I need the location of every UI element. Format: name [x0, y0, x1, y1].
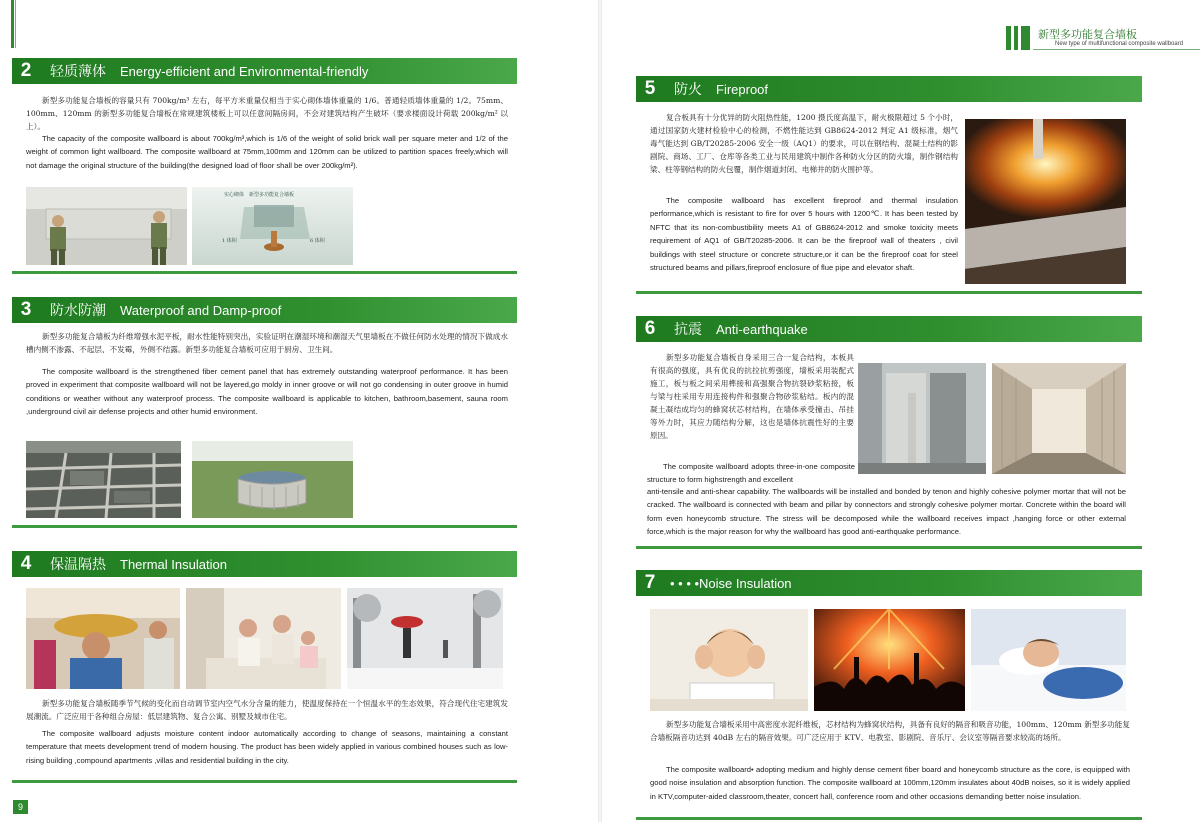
page-number: 9: [13, 800, 28, 814]
section-title-cn: 轻质薄体: [50, 64, 106, 80]
section-4-rule: [12, 780, 517, 783]
section-5-text-cn: 复合板具有十分优异的防火阻热性能，1200 摄氏度高温下，耐火极限超过 5 个小时，通过国家防火建材检验中心的检测，不燃性能达到 GB8624-2012 判定 A1 级标准，烟气毒气能达到 GB/T20285-2006 安全一级（AQ1）的要求，可以在钢结构、混凝土结构的影剧院、商场、工厂、仓库等各类工业与民用建筑中制作各种防火分区的防火墙，制作钢结构梁、柱等钢结构的防火包覆，制作烟道封闭、电梯井的防火围护等。: [650, 113, 958, 174]
section-title-en: Fireproof: [716, 81, 769, 97]
section-2-header: [12, 58, 517, 84]
brand-logo: [1006, 26, 1030, 50]
child-covering-ears-photo: [650, 609, 808, 711]
section-6-rule: [636, 546, 1142, 549]
page-spine: [598, 0, 602, 822]
corner-mark-2: [15, 0, 16, 48]
section-4-text-en: The composite wallboard adjusts moisture content indoor automatically according to change of seasons, maintaining a constant temperature that meets development trend of modern housing. The product has been widely applied in various combined houses such as low-rising building ,compound apartments ,villas and residential building in the city.: [26, 729, 508, 765]
section-7-text-en: The composite wallboard• adopting medium and highly dense cement fiber board and honeycomb structure as the core, is equipped with good noise insulation and absorption function. The composite wallboard at 100mm,120mm insulates about 40dB noises, so it is widely applied in KTV,computer-aided classroom,theater, concert hall, conference room and other occasions demanding better noise insulation.: [650, 765, 1130, 801]
water-tank-grid-photo: [26, 441, 181, 518]
section-5-rule: [636, 291, 1142, 294]
circular-water-tank-photo: [192, 441, 353, 518]
section-2-rule: [12, 271, 517, 274]
section-number: 4: [20, 553, 32, 574]
section-5-text-en: The composite wallboard has excellent fireproof and thermal insulation performance,which is resistant to fire for over 5 hours with 1200℃. It has been tested by NFTC that its non-combustibility meets A1 of GB8624-2012 and smoke toxicity meets requirement of AQ1 of GB/T20285-2006. It can be the fireproof wall of theaters , civil buildings with steel structure or concrete structure,or it can be the fireproof coat for steel structured beams and pillars,fireproof enclosure of flue pipe and elevator shaft.: [650, 196, 958, 273]
wall-installation-photo-1: [858, 363, 986, 474]
section-title-en: Energy-efficient and Environmental-friendly: [120, 63, 369, 79]
section-2-text-en: The capacity of the composite wallboard is about 700kg/m³,which is 1/6 of the weight of solid brick wall per square meter and 1/2 of the weight of common light wallboard. The composite wallboard at 75mm,100mm and 120mm can be utilized to partition spaces freely,which will not damage the original structure of the building(the designed load of floor shall be over 200kg/m²).: [26, 134, 508, 170]
diagram-title: 实心砌体 新型多功能复合墙板: [224, 192, 295, 198]
section-5-header: [636, 76, 1142, 102]
sleeping-man-photo: [971, 609, 1126, 711]
section-7-text-cn: 新型多功能复合墙板采用中高密度水泥纤维板，芯材结构为蜂窝状结构，具备有良好的隔音和吸音功能，100mm、120mm 新型多功能复合墙板隔音功达到 40dB 左右的隔音效果。可广泛应用于 KTV、电教室、影剧院、音乐厅、会议室等隔音要求较高的场所。: [650, 720, 1130, 742]
section-6-text-cn: 新型多功能复合墙板自身采用三合一复合结构，本板具有很高的强度，具有优良的抗拉抗剪强度，墙板采用装配式施工，板与板之间采用榫接和高强聚合物抗裂砂浆粘接，板与梁与柱采用专用连接构件和强聚合物砂浆粘结。板内的混凝土凝结成均匀的蜂窝状芯材结构，在墙体承受撞击、吊挂等外力时，其应力随结构分解，这也是墙体抗震性好的主要原因。: [650, 353, 854, 440]
section-4-header: [12, 551, 517, 577]
header-title-en: New type of multifunctional composite wallboard: [1055, 41, 1184, 47]
section-6-text-en-2: anti-tensile and anti-shear capability. The wallboards will be installed and bonded by tenon and highly cohesive polymer mortar that will not be cracked. The wallboard is connected with beam and pillar by connectors and strongly cohesive polymer mortar. Concrete within the board will form even honeycomb structure. The stress will be decomposed while the wallboard receives impact ,hanging force or other external force,which is the major reason for why the wallboard has good anti-earthquake performance.: [647, 487, 1126, 537]
wall-installation-photo-2: [992, 363, 1126, 474]
section-title-en: Waterproof and Damp-proof: [120, 302, 282, 318]
snow-umbrella-photo: [347, 588, 503, 689]
section-title-en: Thermal Insulation: [120, 556, 227, 572]
section-title-cn: 保温隔热: [50, 557, 106, 573]
section-title-cn: 防水防潮: [50, 303, 106, 319]
weight-comparison-diagram: [192, 187, 353, 265]
section-number: 5: [644, 78, 656, 99]
summer-crowd-photo: [26, 588, 180, 689]
section-title-en: • • • •Noise Insulation: [670, 575, 792, 591]
concert-crowd-photo: [814, 609, 965, 711]
section-3-header: [12, 297, 517, 323]
diagram-label-right: 6 体积: [310, 238, 325, 244]
corner-mark: [11, 0, 14, 48]
header-divider: [1033, 49, 1200, 50]
section-3-text-en: The composite wallboard is the strengthened fiber cement panel that has extremely outstanding waterproof performance. It has been proved in experiment that composite wallboard will not be layered,go moldy in inner groove or will not go condensing in outer groove in humid conditions or weather without any waterproof process. The composite wallboard is applicable to kitchen, bathroom,basement, sauna room ,underground civil air defense projects and other humid environment.: [26, 367, 508, 417]
section-3-rule: [12, 525, 517, 528]
section-4-text-cn: 新型多功能复合墙板随季节气候的变化而自动调节室内空气水分含量的能力，使温度保持在一个恒温水平的生态效果，符合现代住宅建筑发展潮流。广泛应用于各种组合房屋：低层建筑物、复合公寓、别墅及城市住宅。: [26, 699, 508, 721]
workers-lifting-panel-photo: [26, 187, 187, 265]
section-6-text-en-1: The composite wallboard adopts three-in-one composite structure to form highstrength and excellent: [647, 462, 855, 485]
section-7-rule: [636, 817, 1142, 820]
section-number: 2: [20, 60, 32, 81]
section-number: 3: [20, 299, 32, 320]
section-6-header: [636, 316, 1142, 342]
section-title-cn: 防火: [674, 82, 702, 98]
section-number: 6: [644, 318, 656, 339]
section-7-header: [636, 570, 1142, 596]
family-living-room-photo: [186, 588, 341, 689]
diagram-label-left: 1 体积: [222, 238, 237, 244]
section-3-text-cn: 新型多功能复合墙板为纤维增强水泥平板，耐水性能特别突出，实验证明在潮湿环境和潮湿天气里墙板在不做任何防水处理的情况下做成水槽内侧不渗露、不起层、不发霉，外侧不结露。新型多功能复合墙板可应用于厨房、卫生间。: [26, 332, 508, 354]
header-title-cn: 新型多功能复合墙板: [1038, 28, 1137, 41]
section-title-en: Anti-earthquake: [716, 321, 808, 337]
section-title-cn: 抗震: [674, 322, 702, 338]
section-2-text-cn: 新型多功能复合墙板的容量只有 700kg/m³ 左右，每平方米重量仅相当于实心砌体墙体重量的 1/6。普通轻质墙体重量的 1/2。75mm、100mm、120mm 的新型多功能复合墙板在常规建筑楼板上可以任意间隔房间，不会对建筑结构产生破坏（要求楼面设计荷载 200kg/m² 以上）。: [26, 96, 508, 131]
section-number: 7: [644, 572, 656, 593]
fire-test-photo: [965, 119, 1126, 284]
